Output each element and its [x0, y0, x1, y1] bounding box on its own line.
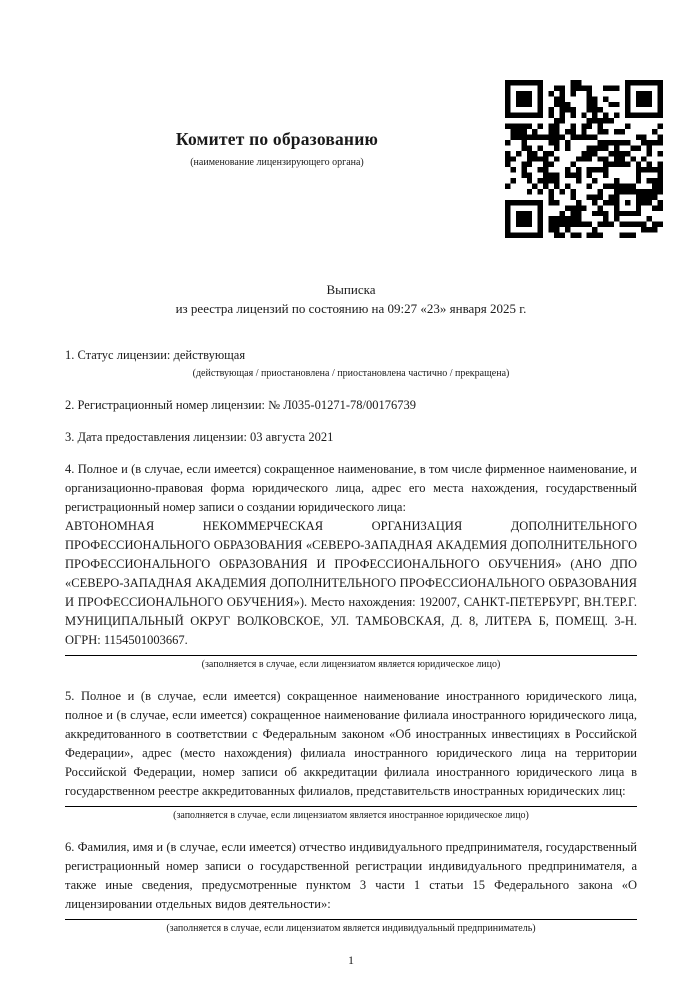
- section-foreign-entity: [65, 687, 637, 822]
- qr-code-container: [505, 80, 663, 238]
- license-status-note: (действующая / приостановлена / приостановлена частично / прекращена): [192, 368, 510, 379]
- individual-entrepreneur-footnote: (заполняется в случае, если лицензиатом является индивидуальный предприниматель): [166, 923, 536, 934]
- legal-entity-footnote: (заполняется в случае, если лицензиатом является юридическое лицо): [201, 659, 501, 670]
- document-title: [65, 280, 637, 318]
- legal-entity-value: АВТОНОМНАЯ НЕКОММЕРЧЕСКАЯ ОРГАНИЗАЦИЯ ДОПОЛНИТЕЛЬНОГО ПРОФЕССИОНАЛЬНОГО ОБРАЗОВАНИЯ «СЕВЕРО-ЗАПАДНАЯ АКАДЕМИЯ ДОПОЛНИТЕЛЬНОГО ПРОФЕССИОНАЛЬНОГО ОБРАЗОВАНИЯ И ПРОФЕССИОНАЛЬНОГО ОБУЧЕНИЯ» (АНО ДПО «СЕВЕРО-ЗАПАДНАЯ АКАДЕМИЯ ДОПОЛНИТЕЛЬНОГО ПРОФЕССИОНАЛЬНОГО ОБРАЗОВАНИЯ И ПРОФЕССИОНАЛЬНОГО ОБУЧЕНИЯ»). Место нахождения: 192007, САНКТ-ПЕТЕРБУРГ, ВН.ТЕР.Г. МУНИЦИПАЛЬНЫЙ ОКРУГ ВОЛКОВСКОЕ, УЛ. ТАМБОВСКАЯ, Д. 8, ЛИТЕРА Б, ПОМЕЩ. 3-Н. ОГРН: 1154501003667.: [65, 519, 637, 647]
- legal-entity-rule: [65, 655, 637, 656]
- section-individual-entrepreneur: [65, 838, 637, 935]
- licensing-authority-name: Комитет по образованию: [175, 129, 379, 149]
- document-title-line2: из реестра лицензий по состоянию на 09:27 «23» января 2025 г.: [175, 301, 527, 316]
- section-grant-date: [65, 428, 637, 447]
- registration-number-text: 2. Регистрационный номер лицензии: № Л035-01271-78/00176739: [65, 398, 416, 412]
- individual-entrepreneur-rule: [65, 919, 637, 920]
- document-title-line1: Выписка: [326, 282, 376, 297]
- grant-date-text: 3. Дата предоставления лицензии: 03 августа 2021: [65, 430, 334, 444]
- section-legal-entity: [65, 460, 637, 671]
- document-body: [65, 346, 637, 970]
- licensing-authority-caption: (наименование лицензирующего органа): [190, 157, 364, 168]
- legal-entity-text: 4. Полное и (в случае, если имеется) сокращенное наименование, в том числе фирменное наименование, и организационно-правовая форма юридического лица, адрес его места нахождения, государственный регистрационный номер записи о создании юридического лица:: [65, 462, 637, 514]
- foreign-entity-rule: [65, 806, 637, 807]
- license-status-text: 1. Статус лицензии: действующая: [65, 348, 246, 362]
- foreign-entity-text: 5. Полное и (в случае, если имеется) сокращенное наименование иностранного юридического лица, полное и (в случае, если имеется) сокращенное наименование филиала иностранного юридического лица, аккредитованного в соответствии с Федеральным законом «Об иностранных инвестициях в Российской Федерации», адрес (место нахождения) филиала иностранного юридического лица на территории Российской Федерации, номер записи об аккредитации филиала иностранного юридического лица в государственном реестре аккредитованных филиалов, представительств иностранных юридических лиц:: [65, 689, 637, 798]
- section-license-status: [65, 346, 637, 380]
- individual-entrepreneur-text: 6. Фамилия, имя и (в случае, если имеется) отчество индивидуального предпринимателя, государственный регистрационный номер записи о государственной регистрации индивидуального предпринимателя, а также иные сведения, предусмотренные пунктом 3 части 1 статьи 15 Федерального закона «О лицензировании отдельных видов деятельности»:: [65, 840, 637, 911]
- section-registration-number: [65, 396, 637, 415]
- page-number: 1: [348, 953, 354, 967]
- qr-code-icon: [505, 80, 663, 238]
- foreign-entity-footnote: (заполняется в случае, если лицензиатом является иностранное юридическое лицо): [173, 810, 529, 821]
